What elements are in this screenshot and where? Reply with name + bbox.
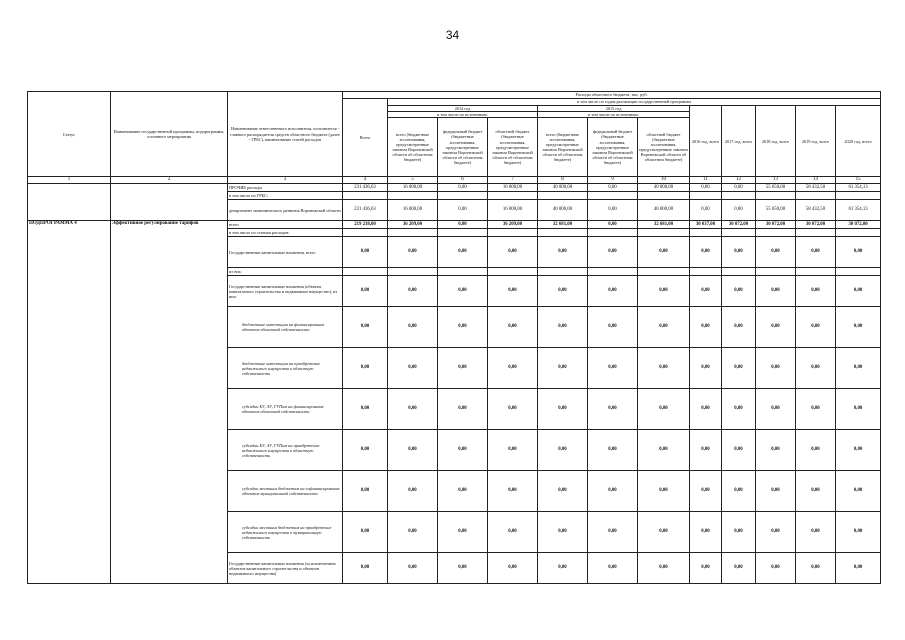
- row-label: департамент экономического развития Воронежской области: [228, 200, 343, 221]
- value-cell: 0,00: [690, 307, 722, 348]
- value-cell: 30 072,00: [756, 221, 796, 229]
- value-cell: 0,00: [638, 553, 690, 584]
- value-cell: [722, 268, 756, 276]
- table-row: [28, 184, 881, 192]
- value-cell: 0,00: [538, 471, 588, 512]
- value-cell: [343, 192, 388, 200]
- value-cell: 0,00: [588, 430, 638, 471]
- value-cell: 0,00: [343, 512, 388, 553]
- status-cell: [28, 184, 111, 221]
- value-cell: 55 650,00: [756, 200, 796, 221]
- value-cell: 0,00: [388, 237, 438, 268]
- value-cell: 0,00: [538, 276, 588, 307]
- value-cell: 0,00: [343, 348, 388, 389]
- value-cell: [488, 268, 538, 276]
- value-cell: 0,00: [343, 237, 388, 268]
- value-cell: 0,00: [690, 184, 722, 192]
- header-total-2014: всего (бюджетные ассигнования, предусмотренные законом Воронежской области об областном бюджете): [388, 118, 438, 177]
- value-cell: [388, 229, 438, 237]
- value-cell: [388, 268, 438, 276]
- value-cell: 0,00: [588, 237, 638, 268]
- column-number: 7: [488, 177, 538, 184]
- value-cell: 0,00: [438, 512, 488, 553]
- column-number: 13: [756, 177, 796, 184]
- value-cell: 0,00: [538, 307, 588, 348]
- value-cell: [438, 268, 488, 276]
- value-cell: 231 436,63: [343, 184, 388, 192]
- value-cell: [588, 268, 638, 276]
- value-cell: 58 432,50: [796, 200, 836, 221]
- value-cell: 30 037,00: [690, 221, 722, 229]
- value-cell: 0,00: [690, 237, 722, 268]
- value-cell: 0,00: [690, 200, 722, 221]
- value-cell: 0,00: [690, 389, 722, 430]
- header-name: Наименование государственной программы, подпрограммы, основного мероприятия: [111, 92, 228, 177]
- header-fed-2014: федеральный бюджет (бюджетные ассигнования, предусмотренные законом Воронежской области об областном бюджете): [438, 118, 488, 177]
- status-cell: ПОДПРОГРАММА 4: [28, 221, 111, 584]
- value-cell: 0,00: [438, 237, 488, 268]
- value-cell: 0,00: [538, 553, 588, 584]
- value-cell: 0,00: [796, 237, 836, 268]
- value-cell: 0,00: [836, 276, 881, 307]
- header-including-year: в том числе по годам реализации государственной программы: [388, 99, 881, 106]
- value-cell: 0,00: [388, 307, 438, 348]
- header-budget-title: Расходы областного бюджета, тыс. руб.: [343, 92, 881, 99]
- value-cell: [638, 268, 690, 276]
- value-cell: 40 000,00: [538, 200, 588, 221]
- row-label: субсидии БУ, АУ, ГУПам на финансирование объектов областной собственности: [228, 389, 343, 430]
- value-cell: 0,00: [343, 430, 388, 471]
- header-total: Всего: [343, 99, 388, 177]
- value-cell: 0,00: [690, 471, 722, 512]
- value-cell: 0,00: [388, 553, 438, 584]
- value-cell: 0,00: [722, 200, 756, 221]
- column-number: 8: [538, 177, 588, 184]
- value-cell: 0,00: [488, 237, 538, 268]
- value-cell: 0,00: [488, 348, 538, 389]
- value-cell: 0,00: [438, 200, 488, 221]
- header-status: Статус: [28, 92, 111, 177]
- value-cell: [638, 192, 690, 200]
- column-number: 9: [588, 177, 638, 184]
- column-number: 11: [690, 177, 722, 184]
- row-label: всего: [228, 221, 343, 229]
- value-cell: [343, 229, 388, 237]
- value-cell: 0,00: [638, 471, 690, 512]
- value-cell: 0,00: [488, 307, 538, 348]
- value-cell: [538, 192, 588, 200]
- value-cell: 0,00: [438, 221, 488, 229]
- value-cell: 55 650,00: [756, 184, 796, 192]
- value-cell: [538, 229, 588, 237]
- value-cell: 0,00: [756, 430, 796, 471]
- value-cell: 0,00: [796, 307, 836, 348]
- value-cell: [722, 229, 756, 237]
- column-number-row: [28, 177, 881, 184]
- value-cell: 0,00: [722, 430, 756, 471]
- value-cell: 0,00: [638, 512, 690, 553]
- value-cell: 0,00: [343, 553, 388, 584]
- value-cell: 0,00: [538, 348, 588, 389]
- value-cell: 0,00: [796, 276, 836, 307]
- value-cell: 0,00: [588, 307, 638, 348]
- value-cell: 0,00: [343, 276, 388, 307]
- column-number: 3: [228, 177, 343, 184]
- value-cell: 0,00: [836, 307, 881, 348]
- value-cell: 0,00: [588, 512, 638, 553]
- value-cell: 0,00: [438, 553, 488, 584]
- value-cell: 0,00: [438, 184, 488, 192]
- value-cell: 0,00: [756, 389, 796, 430]
- value-cell: 0,00: [388, 389, 438, 430]
- header-col-2017: 2017 год, всего: [722, 106, 756, 177]
- value-cell: 0,00: [438, 471, 488, 512]
- value-cell: 0,00: [796, 512, 836, 553]
- header-col-2016: 2016 год, всего: [690, 106, 722, 177]
- header-col-2020: 2020 год, всего: [836, 106, 881, 177]
- value-cell: 61 354,13: [836, 184, 881, 192]
- value-cell: [588, 192, 638, 200]
- row-label: бюджетные инвестиции на финансирование объектов областной собственности: [228, 307, 343, 348]
- value-cell: 0,00: [588, 276, 638, 307]
- value-cell: 0,00: [796, 389, 836, 430]
- column-number: 1: [28, 177, 111, 184]
- value-cell: 61 354,13: [836, 200, 881, 221]
- value-cell: 0,00: [722, 512, 756, 553]
- header-reg-2015: областной бюджет (бюджетные ассигнования, предусмотренные законом Воронежской области об областном бюджете): [638, 118, 690, 177]
- value-cell: 0,00: [836, 237, 881, 268]
- value-cell: 32 681,00: [538, 221, 588, 229]
- row-label: Государственные капитальные вложения (объекты капитального строительства и недвижимое имущество), из них:: [228, 276, 343, 307]
- value-cell: [538, 268, 588, 276]
- value-cell: 0,00: [588, 348, 638, 389]
- value-cell: 0,00: [538, 512, 588, 553]
- value-cell: 0,00: [343, 471, 388, 512]
- value-cell: [690, 229, 722, 237]
- value-cell: 0,00: [438, 389, 488, 430]
- value-cell: [638, 229, 690, 237]
- row-label: из них:: [228, 268, 343, 276]
- row-label: бюджетные инвестиции на приобретение недвижимого имущества в областную собственность: [228, 348, 343, 389]
- value-cell: [438, 192, 488, 200]
- value-cell: 0,00: [388, 348, 438, 389]
- value-cell: 0,00: [756, 512, 796, 553]
- value-cell: 40 000,00: [538, 184, 588, 192]
- value-cell: 16 000,00: [488, 200, 538, 221]
- value-cell: 0,00: [388, 430, 438, 471]
- value-cell: 0,00: [488, 430, 538, 471]
- value-cell: 219 218,00: [343, 221, 388, 229]
- value-cell: 0,00: [438, 307, 488, 348]
- value-cell: 0,00: [836, 471, 881, 512]
- value-cell: 0,00: [488, 276, 538, 307]
- value-cell: 30 072,00: [796, 221, 836, 229]
- value-cell: 0,00: [588, 471, 638, 512]
- program-name-cell: Эффективное регулирование тарифов: [111, 221, 228, 584]
- value-cell: 0,00: [488, 512, 538, 553]
- value-cell: 0,00: [638, 237, 690, 268]
- value-cell: 0,00: [722, 348, 756, 389]
- header-year-2014: 2014 год: [388, 106, 538, 112]
- header-year-2015: 2015 год: [538, 106, 690, 112]
- value-cell: 32 681,00: [638, 221, 690, 229]
- value-cell: 0,00: [690, 512, 722, 553]
- value-cell: 0,00: [638, 348, 690, 389]
- value-cell: 0,00: [690, 276, 722, 307]
- value-cell: 36 209,00: [488, 221, 538, 229]
- value-cell: [722, 192, 756, 200]
- row-label: Государственные капитальные вложения (за исключением объектов капитального строительства и объектов недвижимого имущества): [228, 553, 343, 584]
- value-cell: 0,00: [638, 307, 690, 348]
- value-cell: 16 000,00: [388, 184, 438, 192]
- value-cell: 0,00: [836, 389, 881, 430]
- budget-table: [27, 91, 881, 584]
- column-number: 14: [796, 177, 836, 184]
- value-cell: 0,00: [488, 471, 538, 512]
- value-cell: [343, 268, 388, 276]
- row-label: ПРОЧИЕ расходы: [228, 184, 343, 192]
- value-cell: 0,00: [756, 348, 796, 389]
- value-cell: 0,00: [538, 389, 588, 430]
- value-cell: 0,00: [438, 430, 488, 471]
- header-executor: Наименование ответственного исполнителя, исполнителя - главного распорядителя средств областного бюджета (далее - ГРБС), наименование статей расходов: [228, 92, 343, 177]
- value-cell: [588, 229, 638, 237]
- value-cell: [438, 229, 488, 237]
- value-cell: 0,00: [722, 389, 756, 430]
- header-col-2018: 2018 год, всего: [756, 106, 796, 177]
- value-cell: 0,00: [756, 471, 796, 512]
- value-cell: [836, 192, 881, 200]
- value-cell: 0,00: [438, 276, 488, 307]
- value-cell: 0,00: [388, 471, 438, 512]
- value-cell: 40 000,00: [638, 184, 690, 192]
- column-number: 5: [388, 177, 438, 184]
- value-cell: 0,00: [438, 348, 488, 389]
- value-cell: [388, 192, 438, 200]
- header-sources-2014: в том числе по источникам:: [388, 112, 538, 118]
- value-cell: 36 209,00: [388, 221, 438, 229]
- value-cell: 0,00: [343, 307, 388, 348]
- page-number: 34: [445, 28, 460, 42]
- value-cell: 0,00: [638, 276, 690, 307]
- value-cell: 40 000,00: [638, 200, 690, 221]
- value-cell: 0,00: [722, 471, 756, 512]
- row-label: субсидии местным бюджетам на приобретение недвижимого имущества в муниципальную собственность: [228, 512, 343, 553]
- value-cell: 0,00: [343, 389, 388, 430]
- value-cell: 0,00: [588, 389, 638, 430]
- value-cell: 0,00: [796, 430, 836, 471]
- value-cell: [836, 229, 881, 237]
- value-cell: 30 072,00: [836, 221, 881, 229]
- value-cell: 0,00: [756, 307, 796, 348]
- column-number: 12: [722, 177, 756, 184]
- value-cell: 0,00: [796, 553, 836, 584]
- column-number: 4: [343, 177, 388, 184]
- value-cell: 0,00: [722, 237, 756, 268]
- value-cell: 0,00: [538, 237, 588, 268]
- value-cell: 0,00: [690, 430, 722, 471]
- value-cell: 0,00: [588, 200, 638, 221]
- value-cell: 0,00: [388, 512, 438, 553]
- value-cell: 231 436,63: [343, 200, 388, 221]
- value-cell: 0,00: [488, 553, 538, 584]
- value-cell: 0,00: [690, 553, 722, 584]
- value-cell: 0,00: [488, 389, 538, 430]
- value-cell: 16 000,00: [388, 200, 438, 221]
- value-cell: 0,00: [588, 553, 638, 584]
- value-cell: [690, 268, 722, 276]
- row-label: в том числе по статьям расходов:: [228, 229, 343, 237]
- program-name-cell: [111, 184, 228, 221]
- value-cell: 0,00: [722, 184, 756, 192]
- value-cell: 0,00: [796, 348, 836, 389]
- value-cell: 16 000,00: [488, 184, 538, 192]
- column-number: 2: [111, 177, 228, 184]
- value-cell: [756, 268, 796, 276]
- value-cell: 58 432,50: [796, 184, 836, 192]
- value-cell: 0,00: [836, 553, 881, 584]
- column-number: 15: [836, 177, 881, 184]
- value-cell: 0,00: [690, 348, 722, 389]
- value-cell: 0,00: [588, 221, 638, 229]
- table-row: [28, 221, 881, 229]
- header-reg-2014: областной бюджет (бюджетные ассигнования, предусмотренные законом Воронежской области об областном бюджете): [488, 118, 538, 177]
- value-cell: [836, 268, 881, 276]
- header-total-2015: всего (бюджетные ассигнования, предусмотренные законом Воронежской области об областном бюджете): [538, 118, 588, 177]
- row-label: субсидии БУ, АУ, ГУПам на приобретение недвижимого имущества в областную собственность: [228, 430, 343, 471]
- value-cell: 0,00: [836, 512, 881, 553]
- value-cell: 0,00: [756, 553, 796, 584]
- row-label: в том числе по ГРБС:: [228, 192, 343, 200]
- value-cell: [756, 192, 796, 200]
- value-cell: [796, 268, 836, 276]
- column-number: 10: [638, 177, 690, 184]
- row-label: Государственные капитальные вложения, всего: [228, 237, 343, 268]
- value-cell: 0,00: [722, 307, 756, 348]
- value-cell: 0,00: [756, 276, 796, 307]
- value-cell: 0,00: [538, 430, 588, 471]
- row-label: субсидии местным бюджетам на софинансирование объектов муниципальной собственности: [228, 471, 343, 512]
- value-cell: [756, 229, 796, 237]
- header-sources-2015: в том числе по источникам:: [538, 112, 690, 118]
- value-cell: 0,00: [588, 184, 638, 192]
- header-col-2019: 2019 год, всего: [796, 106, 836, 177]
- value-cell: 0,00: [722, 553, 756, 584]
- value-cell: 0,00: [836, 430, 881, 471]
- value-cell: [690, 192, 722, 200]
- header-fed-2015: федеральный бюджет (бюджетные ассигнования, предусмотренные законом Воронежской области об областном бюджете): [588, 118, 638, 177]
- value-cell: [796, 192, 836, 200]
- value-cell: [488, 192, 538, 200]
- value-cell: 30 072,00: [722, 221, 756, 229]
- value-cell: 0,00: [756, 237, 796, 268]
- value-cell: [488, 229, 538, 237]
- value-cell: 0,00: [388, 276, 438, 307]
- value-cell: 0,00: [796, 471, 836, 512]
- column-number: 6: [438, 177, 488, 184]
- value-cell: 0,00: [722, 276, 756, 307]
- value-cell: 0,00: [638, 389, 690, 430]
- value-cell: 0,00: [836, 348, 881, 389]
- value-cell: [796, 229, 836, 237]
- value-cell: 0,00: [638, 430, 690, 471]
